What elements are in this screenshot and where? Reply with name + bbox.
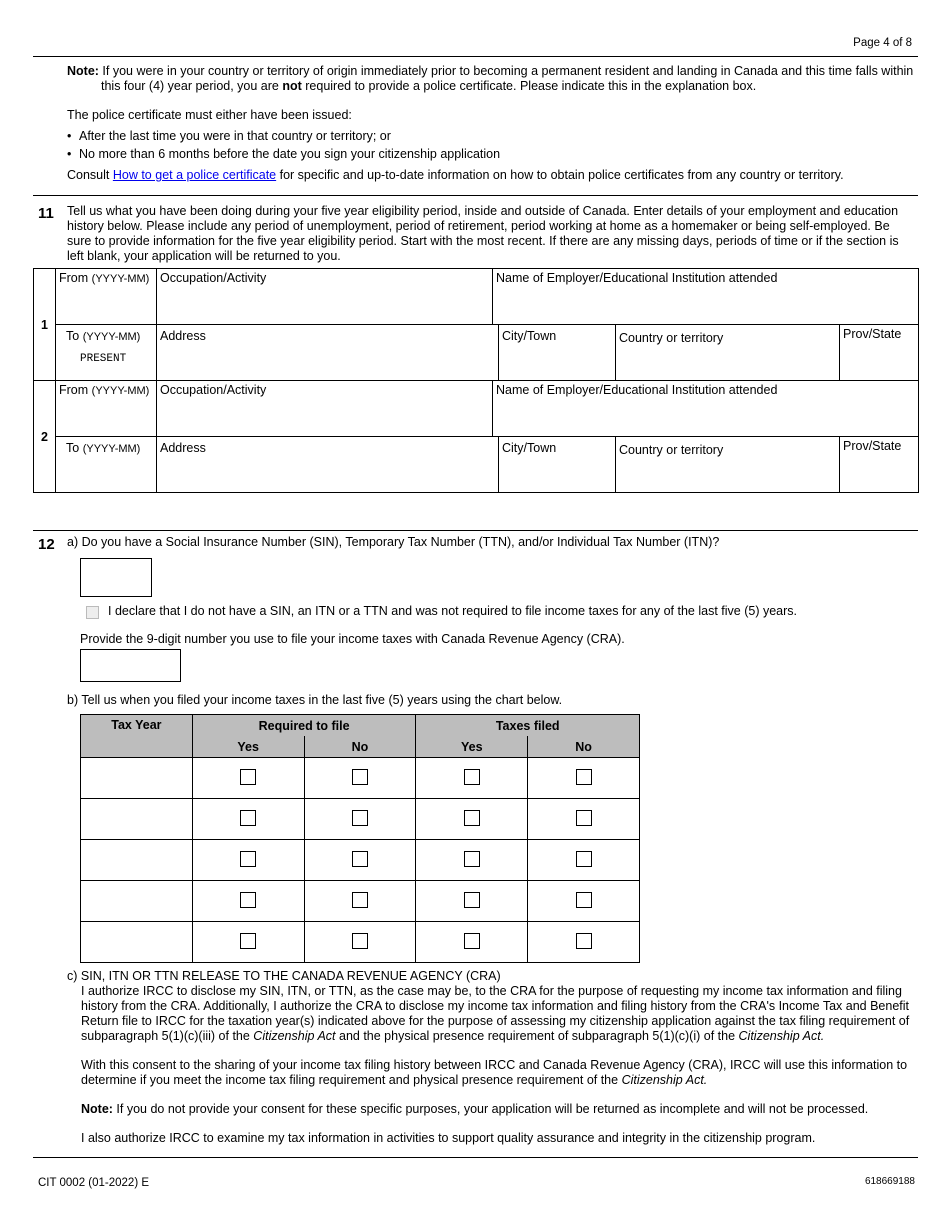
- filed-yes-checkbox[interactable]: [464, 810, 480, 826]
- filed-no-checkbox[interactable]: [576, 892, 592, 908]
- divider: [33, 195, 918, 196]
- required-yes-cell: [192, 799, 304, 840]
- field-label: Country or territory: [619, 443, 724, 457]
- note-text-end: required to provide a police certificate. Please indicate this in the explanation box.: [301, 79, 757, 93]
- filed-header: Taxes filed: [416, 715, 640, 737]
- country-field[interactable]: [616, 325, 840, 381]
- date-format-hint: (YYYY-MM): [82, 331, 141, 343]
- section-12-number: 12: [38, 536, 55, 553]
- field-label: Prov/State: [843, 327, 902, 341]
- entry-number: 1: [34, 269, 56, 381]
- field-label: Name of Employer/Educational Institution attended: [496, 271, 778, 285]
- filed-yes-checkbox[interactable]: [464, 933, 480, 949]
- divider: [33, 1157, 918, 1158]
- filed-yes-cell: [416, 881, 528, 922]
- filed-no-cell: [528, 922, 640, 963]
- consult-line: [67, 168, 917, 183]
- prov-state-field[interactable]: [840, 437, 919, 493]
- police-certificate-link[interactable]: How to get a police certificate: [112, 168, 277, 182]
- divider: [33, 56, 918, 57]
- tax-year-cell[interactable]: [81, 840, 193, 881]
- note-label: Note:: [81, 1102, 113, 1116]
- page-number: Page 4 of 8: [853, 37, 912, 49]
- field-label: Address: [160, 441, 206, 455]
- bullet-item: • No more than 6 months before the date you sign your citizenship application: [67, 145, 917, 163]
- act-name: Citizenship Act.: [621, 1073, 708, 1087]
- tax-number-input[interactable]: [80, 649, 181, 682]
- required-yes-checkbox[interactable]: [240, 892, 256, 908]
- required-yes-cell: [192, 922, 304, 963]
- filed-no-header: No: [528, 736, 640, 758]
- cra-release-title: c) SIN, ITN OR TTN RELEASE TO THE CANADA REVENUE AGENCY (CRA): [67, 969, 501, 983]
- required-no-header: No: [304, 736, 416, 758]
- city-field[interactable]: [499, 325, 616, 381]
- field-label: From: [59, 383, 89, 397]
- field-label: To: [66, 329, 80, 343]
- note-label: Note:: [67, 64, 99, 78]
- from-date-field[interactable]: [56, 269, 157, 325]
- tax-year-cell[interactable]: [81, 922, 193, 963]
- police-intro: The police certificate must either have been issued:: [67, 108, 352, 122]
- filed-no-checkbox[interactable]: [576, 810, 592, 826]
- to-date-field[interactable]: [56, 325, 157, 381]
- filed-yes-header: Yes: [416, 736, 528, 758]
- required-yes-header: Yes: [192, 736, 304, 758]
- sin-question: a) Do you have a Social Insurance Number (SIN), Temporary Tax Number (TTN), and/or Individual Tax Number (ITN)?: [67, 535, 720, 549]
- required-no-checkbox[interactable]: [352, 769, 368, 785]
- to-date-field[interactable]: [56, 437, 157, 493]
- filed-no-cell: [528, 799, 640, 840]
- act-name: Citizenship Act.: [738, 1029, 825, 1043]
- filed-no-cell: [528, 840, 640, 881]
- bullet-item: • After the last time you were in that country or territory; or: [67, 127, 917, 145]
- section-11-number: 11: [38, 205, 54, 222]
- filed-yes-cell: [416, 758, 528, 799]
- table-row: [81, 881, 640, 922]
- no-sin-declaration-checkbox[interactable]: [86, 606, 99, 619]
- filed-no-cell: [528, 758, 640, 799]
- cra-quality-paragraph: I also authorize IRCC to examine my tax information in activities to support quality assurance and integrity in the citizenship program.: [81, 1131, 816, 1145]
- filed-yes-checkbox[interactable]: [464, 851, 480, 867]
- section-11-instructions: Tell us what you have been doing during your five year eligibility period, inside and outside of Canada. Enter details of your employment and education history below. Please include any period of unemployment, period of retirement, period working at home as a homemaker or being self-employed. Be sure to provide information for the five year eligibility period. Start with the most recent. If there are any missing days, periods of time or if the section is left blank, your application will be returned to you.: [67, 204, 899, 263]
- field-label: City/Town: [502, 441, 557, 455]
- cra-consent-paragraph: [67, 984, 917, 1044]
- filed-no-checkbox[interactable]: [576, 769, 592, 785]
- date-format-hint: (YYYY-MM): [82, 443, 141, 455]
- filed-yes-checkbox[interactable]: [464, 892, 480, 908]
- field-label: Occupation/Activity: [160, 271, 267, 285]
- filed-yes-cell: [416, 840, 528, 881]
- field-label: To: [66, 441, 80, 455]
- field-label: Address: [160, 329, 206, 343]
- field-label: From: [59, 271, 89, 285]
- address-field[interactable]: [157, 437, 499, 493]
- employer-field[interactable]: [493, 269, 919, 325]
- required-no-cell: [304, 799, 416, 840]
- date-format-hint: (YYYY-MM): [91, 273, 150, 285]
- tax-filing-question: b) Tell us when you filed your income taxes in the last five (5) years using the chart below.: [67, 693, 563, 707]
- tax-year-header: Tax Year: [81, 715, 193, 758]
- required-no-checkbox[interactable]: [352, 892, 368, 908]
- police-bullets: [67, 127, 917, 163]
- required-no-cell: [304, 922, 416, 963]
- address-field[interactable]: [157, 325, 499, 381]
- cra-note-paragraph: [67, 1102, 917, 1117]
- date-format-hint: (YYYY-MM): [91, 385, 150, 397]
- required-no-checkbox[interactable]: [352, 933, 368, 949]
- table-row: [81, 799, 640, 840]
- field-label: Country or territory: [619, 331, 724, 345]
- field-label: Prov/State: [843, 439, 902, 453]
- entry-number: 2: [34, 381, 56, 493]
- occupation-field[interactable]: [157, 381, 493, 437]
- tax-year-cell[interactable]: [81, 881, 193, 922]
- sin-choice-box[interactable]: [80, 558, 152, 597]
- required-yes-cell: [192, 840, 304, 881]
- consult-text-end: for specific and up-to-date information on how to obtain police certificates from any country or territory.: [276, 168, 844, 182]
- prov-state-field[interactable]: [840, 325, 919, 381]
- required-yes-cell: [192, 881, 304, 922]
- from-date-field[interactable]: [56, 381, 157, 437]
- required-no-checkbox[interactable]: [352, 810, 368, 826]
- required-yes-cell: [192, 758, 304, 799]
- no-sin-declaration-label: I declare that I do not have a SIN, an ITN or a TTN and was not required to file income taxes for any of the last five (5) years.: [108, 604, 797, 618]
- divider: [33, 530, 918, 531]
- required-yes-checkbox[interactable]: [240, 769, 256, 785]
- table-row: [81, 840, 640, 881]
- required-header: Required to file: [192, 715, 416, 737]
- note-bold: not: [282, 79, 302, 93]
- required-no-cell: [304, 881, 416, 922]
- city-field[interactable]: [499, 437, 616, 493]
- to-date-value: [56, 457, 156, 465]
- required-yes-checkbox[interactable]: [240, 933, 256, 949]
- field-label: Occupation/Activity: [160, 383, 267, 397]
- filed-yes-cell: [416, 799, 528, 840]
- occupation-field[interactable]: [157, 269, 493, 325]
- tax-year-cell[interactable]: [81, 799, 193, 840]
- required-no-checkbox[interactable]: [352, 851, 368, 867]
- country-field[interactable]: [616, 437, 840, 493]
- tax-filing-table: [80, 714, 640, 963]
- form-id: CIT 0002 (01-2022) E: [38, 1177, 150, 1189]
- consult-text: Consult: [67, 168, 113, 182]
- note-paragraph: [67, 64, 917, 94]
- cra-release-section: [67, 969, 917, 1146]
- filed-yes-checkbox[interactable]: [464, 769, 480, 785]
- required-no-cell: [304, 758, 416, 799]
- consent-text: I authorize IRCC to disclose my SIN, ITN, or TTN, as the case may be, to the CRA for the purpose of requesting my income tax information and filing history from the CRA. Additionally, I authorize the CRA to disclose my income tax information and filing history from the CRA's Income Tax and Benefit Return file to IRCC for the taxation year(s) indicated above for the purpose of assessing my citizenship application against the tax filing requirement of subparagraph 5(1)(c)(iii) of the: [81, 984, 910, 1043]
- employment-history-table: [33, 268, 919, 493]
- required-no-cell: [304, 840, 416, 881]
- required-yes-checkbox[interactable]: [240, 810, 256, 826]
- filed-no-checkbox[interactable]: [576, 933, 592, 949]
- act-name: Citizenship Act: [253, 1029, 336, 1043]
- filed-no-cell: [528, 881, 640, 922]
- barcode-number: 618669188: [864, 1176, 915, 1187]
- field-label: City/Town: [502, 329, 557, 343]
- employer-field[interactable]: [493, 381, 919, 437]
- to-date-value: PRESENT: [80, 353, 127, 365]
- required-yes-checkbox[interactable]: [240, 851, 256, 867]
- note-text: If you do not provide your consent for these specific purposes, your application will be returned as incomplete and will not be processed.: [112, 1102, 869, 1116]
- table-row: [81, 922, 640, 963]
- field-label: Name of Employer/Educational Institution attended: [496, 383, 778, 397]
- police-note-block: [67, 64, 917, 183]
- provide-number-label: Provide the 9-digit number you use to file your income taxes with Canada Revenue Agency (CRA).: [80, 632, 625, 646]
- filed-yes-cell: [416, 922, 528, 963]
- tax-year-cell[interactable]: [81, 758, 193, 799]
- table-row: [81, 758, 640, 799]
- cra-sharing-paragraph: [67, 1058, 917, 1088]
- filed-no-checkbox[interactable]: [576, 851, 592, 867]
- sharing-text: With this consent to the sharing of your income tax filing history between IRCC and Canada Revenue Agency (CRA), IRCC will use this information to determine if you meet the income tax filing requirement and physical presence requirement of the: [81, 1058, 908, 1087]
- note-text: If you were in your country or territory of origin immediately prior to becoming a permanent resident and landing in Canada and this time falls within this four (4) year period, you are: [98, 64, 914, 93]
- consent-text: and the physical presence requirement of subparagraph 5(1)(c)(i) of the: [335, 1029, 739, 1043]
